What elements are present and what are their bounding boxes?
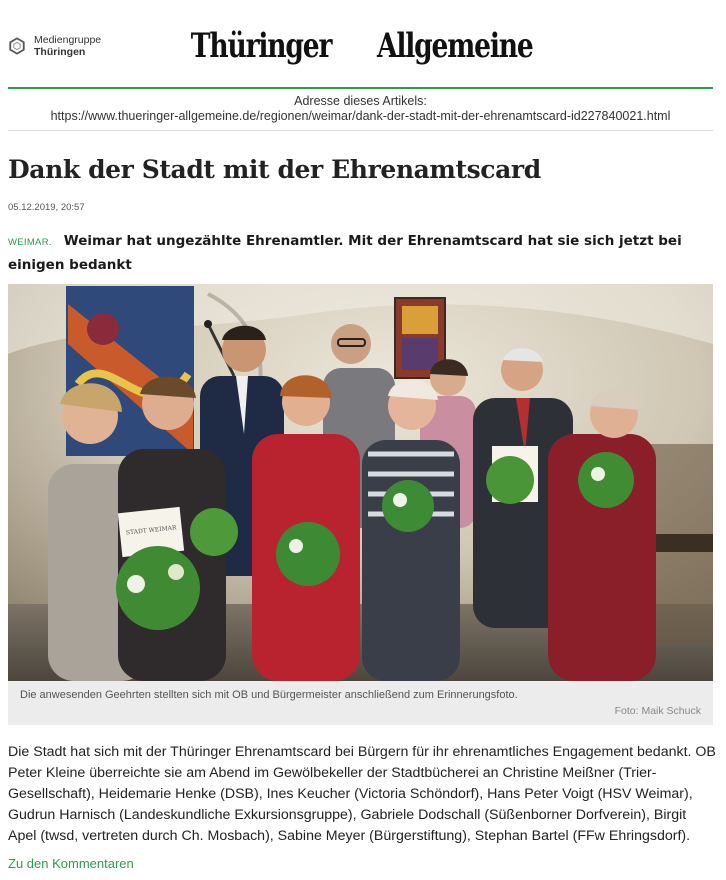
header-divider bbox=[8, 87, 713, 89]
teaser-text: Weimar hat ungezählte Ehrenamtler. Mit der Ehrenamtscard hat sie sich jetzt bei einigen bedankt bbox=[8, 233, 682, 273]
group-photo-illustration bbox=[8, 284, 713, 681]
masthead-logo[interactable] bbox=[191, 20, 533, 72]
article-teaser bbox=[8, 230, 708, 276]
article-date: 05.12.2019, 20:57 bbox=[8, 202, 85, 213]
address-divider bbox=[8, 130, 713, 131]
mediengruppe-logo[interactable] bbox=[8, 34, 101, 58]
masthead-left-word: Thüringer bbox=[191, 26, 332, 66]
hexagon-logo-icon bbox=[8, 37, 26, 55]
publisher-name bbox=[34, 34, 101, 58]
comments-link[interactable]: Zu den Kommentaren bbox=[8, 856, 134, 871]
location-tag: WEIMAR. bbox=[8, 237, 52, 248]
publisher-line1: Mediengruppe bbox=[34, 34, 102, 46]
photo-credit: Foto: Maik Schuck bbox=[614, 705, 701, 717]
masthead-right-word: Allgemeine bbox=[377, 26, 533, 66]
certificate-label: STADT WEIMAR bbox=[125, 524, 177, 537]
address-url[interactable]: https://www.thueringer-allgemeine.de/regionen/weimar/dank-der-stadt-mit-der-ehrenamtscard-id227840021.html bbox=[50, 109, 671, 123]
page-header bbox=[0, 0, 726, 88]
article-photo[interactable] bbox=[8, 284, 713, 681]
article-body: Die Stadt hat sich mit der Thüringer Ehrenamtscard bei Bürgern für ihr ehrenamtliches Engagement bedankt. OB Peter Kleine überreichte sie am Abend im Gewölbekeller der Stadtbücherei an Christine Meißner (Trier-Gesellschaft), Heidemarie Henke (DSB), Ines Keucher (Victoria Schöndorf), Hans Peter Voigt (HSV Weimar), Gudrun Harnisch (Landeskundliche Exkursionsgruppe), Gabriele Dodschall (Süßenborner Dorfverein), Birgit Apel (twsd, vertreten durch Ch. Mosbach), Sabine Meyer (Bürgerstiftung), Stephan Bartel (FFw Ehringsdorf). bbox=[8, 744, 716, 844]
publisher-line2: Thüringen bbox=[34, 46, 86, 58]
photo-caption-box bbox=[8, 681, 713, 725]
address-label: Adresse dieses Artikels: bbox=[294, 94, 427, 108]
photo-caption: Die anwesenden Geehrten stellten sich mit OB und Bürgermeister anschließend zum Erinnerungsfoto. bbox=[20, 689, 518, 701]
article-address bbox=[8, 94, 713, 124]
article-title: Dank der Stadt mit der Ehrenamtscard bbox=[8, 155, 541, 184]
